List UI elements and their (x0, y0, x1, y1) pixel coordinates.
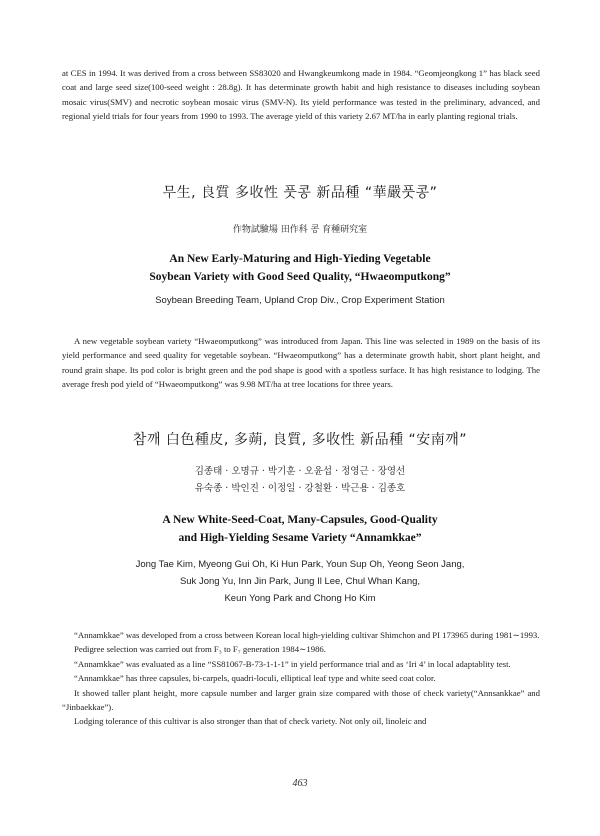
section3-english-title (0, 511, 600, 547)
section2-korean-title: 무生, 良質 多收性 풋콩 新品種 “華嚴풋콩” (162, 185, 438, 201)
page-number: 463 (292, 778, 308, 789)
section3-korean-authors (0, 463, 600, 497)
section3-paragraph-2: Pedigree selection was carried out from F₃ to F₇ generation 1984∼1986. (74, 644, 326, 655)
section1-block (62, 66, 540, 124)
section3-korean-authors-line1: 김종태 · 오명규 · 박기훈 · 오윤섭 · 정영근 · 장영선 (194, 466, 406, 477)
section3-paragraph-1: “Annamkkae” was developed from a cross between Korean local high-yielding cultivar Shimchon and PI 173965 during 1981∼1993. (74, 630, 540, 640)
section3-english-title-line1: A New White-Seed-Coat, Many-Capsules, Good-Quality (162, 514, 438, 526)
section3-korean-authors-line2: 유숙종 · 박인진 · 이정일 · 강철환 · 박근용 · 김종호 (194, 483, 406, 494)
section3-english-authors-line2: Suk Jong Yu, Inn Jin Park, Jung Il Lee, Chul Whan Kang, (179, 576, 421, 587)
section2-english-title (0, 250, 600, 286)
section3-english-authors-line1: Jong Tae Kim, Myeong Gui Oh, Ki Hun Park, Youn Sup Oh, Yeong Seon Jang, (135, 559, 465, 570)
section2-abstract: A new vegetable soybean variety “Hwaeomputkong” was introduced from Japan. This line was selected in 1989 on the basis of its yield performance and seed quality for vegetable soybean. “Hwaeomputkong” has a determinate growth habit, short plant height, and round grain shape. Its pod color is bright green and the pod shape is good with a spotless surface. It has high resistance to lodging. The average fresh pod yield of “Hwaeomputkong” was 9.98 MT/ha at tree locations for three years. (62, 336, 540, 390)
section3-english-title-line2: and High-Yielding Sesame Variety “Annamkkae” (178, 532, 422, 544)
section3-paragraph-5: It showed taller plant height, more capsule number and larger grain size compared with those of check variety(“Annsankkae” and “Jinbaekkae”). (62, 687, 540, 713)
section3-paragraph-3: “Annamkkae” was evaluated as a line “SS81067-B-73-1-1-1” in yield performance trial and as ‘Iri 4’ in local adaptablity test. (74, 658, 511, 669)
section2-abstract-block (62, 334, 540, 392)
section2-korean-affiliation: 作物試驗場 田作科 콩 育種研究室 (232, 225, 368, 235)
section1-paragraph: at CES in 1994. It was derived from a cross between SS83020 and Hwangkeumkong made in 1984. “Geomjeongkong 1” has black seed coat and large seed size(100-seed weight : 28.8g). It has determinate growth habit and high resistance to diseases including soybean mosaic virus(SMV) and necrotic soybean mosaic virus (SMV-N). Its yield performance was tested in the preliminary, advanced, and regional yield trials for four years from 1990 to 1993. The average yield of this variety 2.67 MT/ha in early planting regional trials. (62, 68, 540, 122)
section3-korean-title: 참깨 白色種皮, 多蒴, 良質, 多收性 新品種 “安南깨” (132, 432, 468, 448)
section3-body-block (62, 628, 540, 729)
section2-english-title-line2: Soybean Variety with Good Seed Quality, “Hwaeomputkong” (149, 271, 451, 283)
section2-english-title-line1: An New Early-Maturing and High-Yieding Vegetable (169, 253, 431, 265)
section3-english-authors (0, 556, 600, 607)
section3-paragraph-4: “Annamkkae” has three capsules, bi-carpels, quadri-loculi, elliptical leaf type and white seed coat color. (74, 673, 436, 684)
section3-paragraph-6: Lodging tolerance of this cultivar is also stronger than that of check variety. Not only oil, linoleic and (74, 716, 427, 727)
section2-english-affiliation: Soybean Breeding Team, Upland Crop Div., Crop Experiment Station (155, 295, 445, 306)
section3-english-authors-line3: Keun Yong Park and Chong Ho Kim (224, 593, 376, 604)
